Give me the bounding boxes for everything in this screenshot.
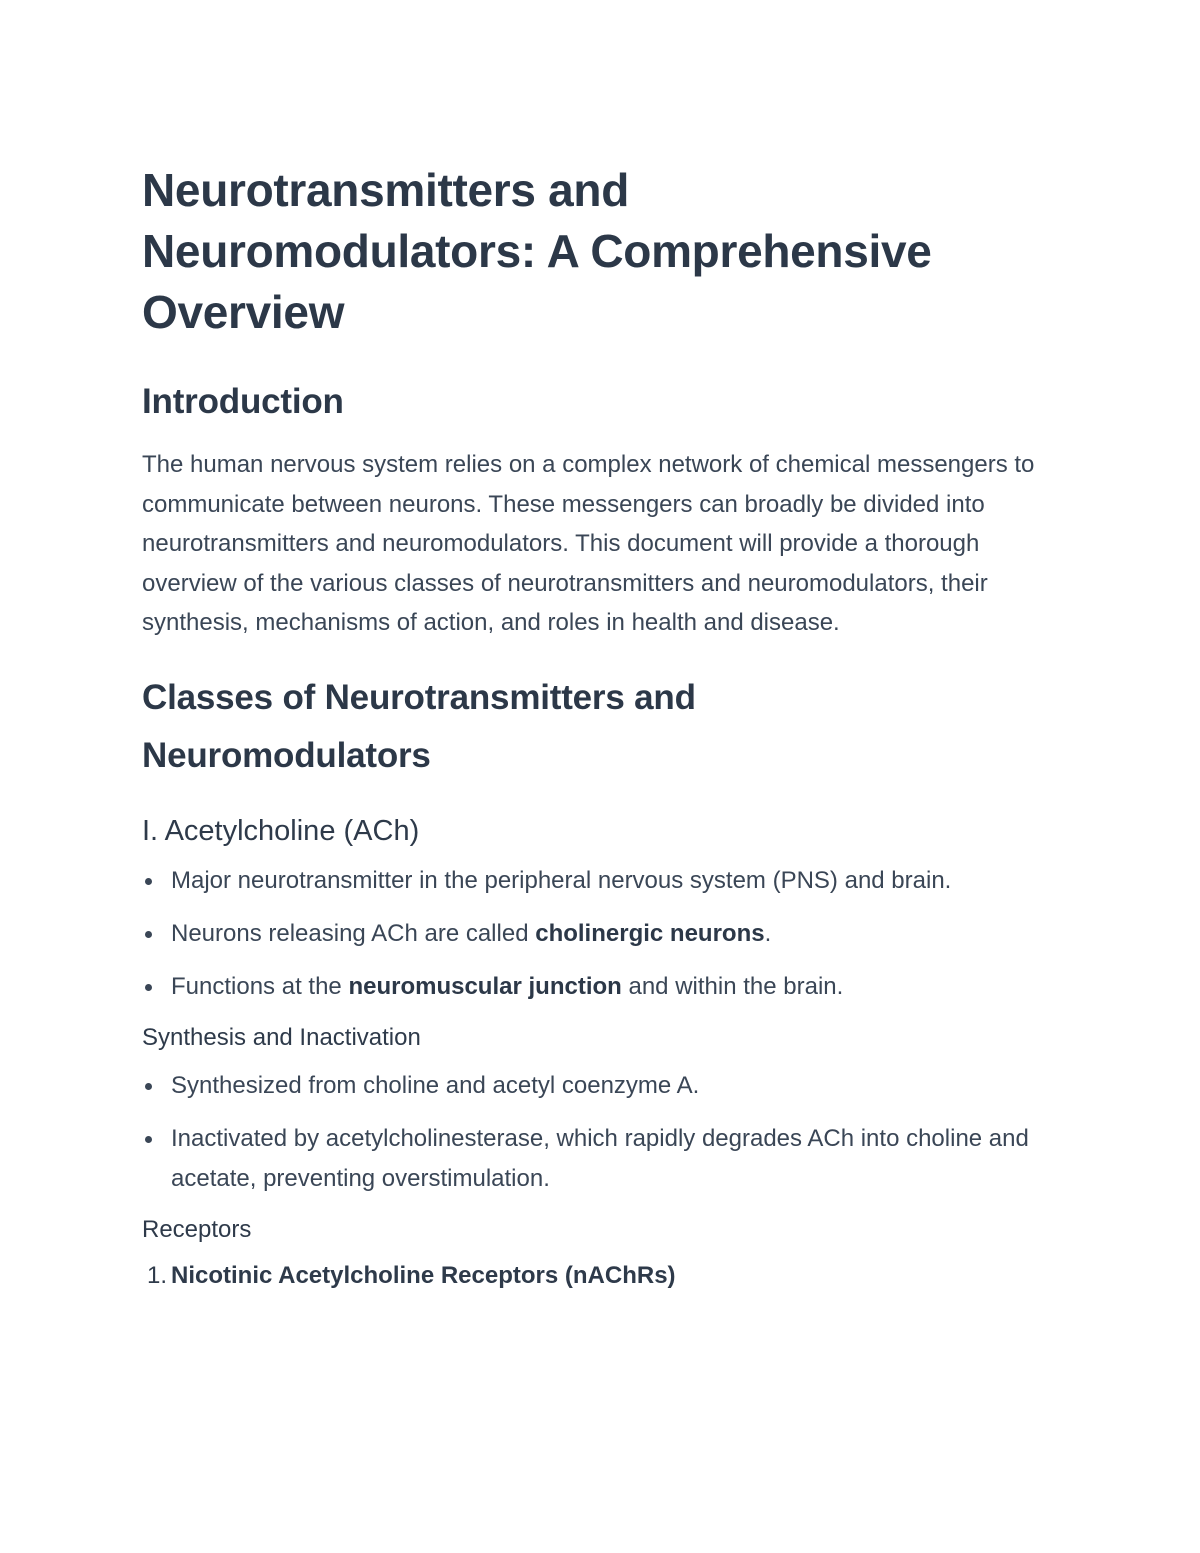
bullet-text: and within the brain. [621,972,844,1000]
synthesis-bullet-list [142,1066,1042,1199]
bullet-text: Major neurotransmitter in the peripheral nervous system (PNS) and brain. [171,866,952,894]
introduction-heading: Introduction [142,382,344,421]
receptor-label: Nicotinic Acetylcholine Receptors (nAChRs) [171,1261,676,1289]
list-item [142,1256,1042,1296]
bullet-icon [145,878,152,885]
title-line: Neurotransmitters and [142,164,630,216]
bullet-icon [145,984,152,991]
synthesis-heading: Synthesis and Inactivation [142,1023,421,1051]
bullet-icon [145,1136,152,1143]
list-item [142,967,1042,1007]
list-item [142,1066,1042,1106]
list-item [142,861,1042,901]
receptors-numbered-list [142,1256,1042,1296]
bullet-text: Synthesized from choline and acetyl coenzyme A. [171,1071,700,1099]
bullet-bold-term: cholinergic neurons [535,919,765,947]
bullet-icon [145,931,152,938]
list-number: 1. [147,1261,168,1289]
classes-heading-line: Neuromodulators [142,735,431,775]
classes-heading [142,669,1042,785]
bullet-bold-term: neuromuscular junction [348,972,622,1000]
classes-heading-line: Classes of Neurotransmitters and [142,677,696,717]
list-item [142,1119,1042,1199]
acetylcholine-heading: I. Acetylcholine (ACh) [142,814,420,847]
title-line: Overview [142,286,345,338]
bullet-text: . [764,919,772,947]
bullet-icon [145,1083,152,1090]
receptors-heading: Receptors [142,1215,252,1243]
bullet-text: Functions at the [171,972,349,1000]
document-page [142,160,1042,1296]
list-item [142,914,1042,954]
introduction-paragraph: The human nervous system relies on a complex network of chemical messengers to communicate between neurons. These messengers can broadly be divided into neurotransmitters and neuromodulators. This document will provide a thorough overview of the various classes of neurotransmitters and neuromodulators, their synthesis, mechanisms of action, and roles in health and disease. [142,451,1035,636]
title-line: Neuromodulators: A Comprehensive [142,225,932,277]
document-title [142,160,1042,343]
bullet-text: Neurons releasing ACh are called [171,919,536,947]
bullet-text: Inactivated by acetylcholinesterase, which rapidly degrades ACh into choline and acetate, preventing overstimulation. [171,1124,1029,1192]
acetylcholine-bullet-list [142,861,1042,1007]
